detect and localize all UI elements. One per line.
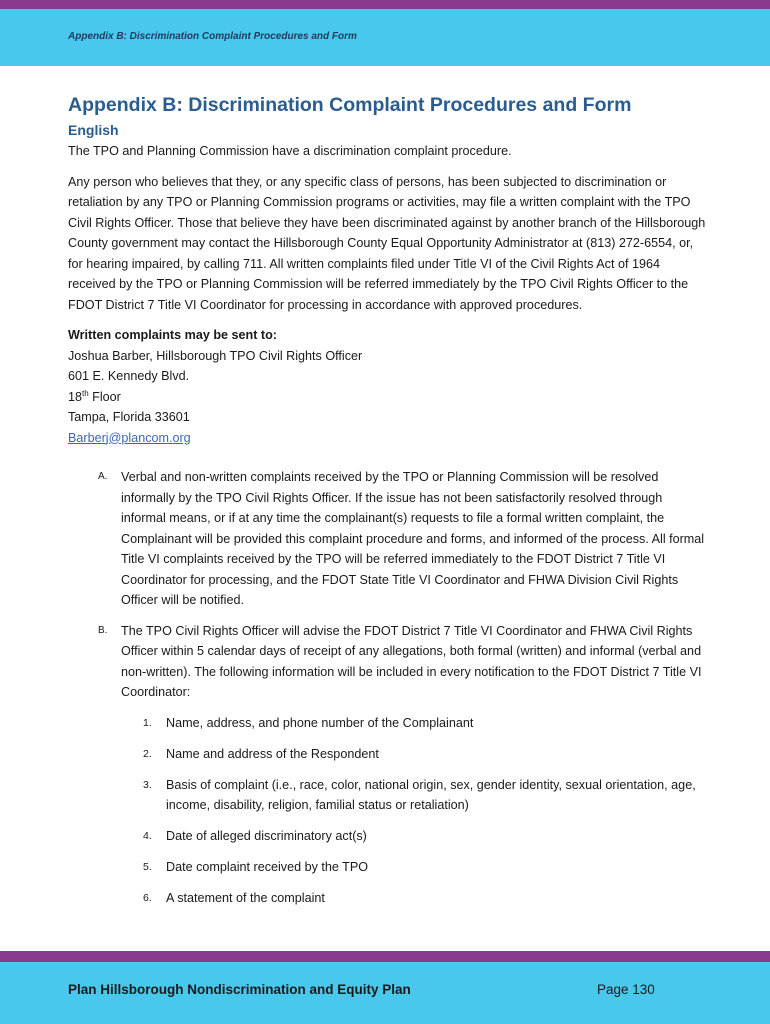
list-marker: A. [98, 471, 108, 482]
list-item [68, 744, 708, 765]
list-item [68, 857, 708, 878]
list-marker: 1. [143, 716, 152, 729]
page-title: Appendix B: Discrimination Complaint Procedures and Form [68, 94, 632, 116]
body-paragraph: Any person who believes that they, or any specific class of persons, has been subjected to discrimination or retaliation by any TPO or Planning Commission programs or activities, may file a written complaint with the TPO Civil Rights Officer. Those that believe they have been discriminated against by another branch of the Hillsborough County government may contact the Hillsborough County Equal Opportunity Administrator at (813) 272-6554, or, for hearing impaired, by calling 711. All written complaints filed under Title VI of the Civil Rights Act of 1964 received by the TPO or Planning Commission will be referred immediately by the TPO Civil Rights Officer to the FDOT District 7 Title VI Coordinator for processing in accordance with approved procedures. [68, 174, 706, 312]
list-marker: 4. [143, 830, 152, 842]
list-marker: B. [98, 624, 108, 636]
list-marker: 5. [143, 861, 152, 873]
list-item-text: Name, address, and phone number of the Complainant [166, 715, 474, 730]
header-accent-bar [0, 0, 770, 9]
mailing-address [68, 346, 708, 449]
list-item [68, 713, 708, 734]
list-item [68, 888, 708, 909]
address-name-line: Joshua Barber, Hillsborough TPO Civil Rights Officer [68, 348, 363, 363]
running-header: Appendix B: Discrimination Complaint Procedures and Form [68, 31, 357, 42]
numbered-list [68, 713, 708, 909]
page-content [68, 92, 708, 909]
list-item [68, 775, 708, 816]
intro-paragraph: The TPO and Planning Commission have a discrimination complaint procedure. [68, 144, 512, 158]
footer-plan-title: Plan Hillsborough Nondiscrimination and Equity Plan [68, 982, 411, 997]
list-marker: 6. [143, 892, 152, 904]
list-item-text: The TPO Civil Rights Officer will advise the FDOT District 7 Title VI Coordinator and FHWA Civil Rights Officer within 5 calendar days of receipt of any allegations, both formal (written) and informal (verbal and non-written). The following information will be included in every notification to the FDOT District 7 Title VI Coordinator: [121, 623, 702, 699]
floor-number: 18 [68, 389, 83, 404]
floor-suffix: th [82, 388, 89, 398]
list-item-text: Date complaint received by the TPO [166, 860, 369, 874]
list-item-text: Basis of complaint (i.e., race, color, national origin, sex, gender identity, sexual orientation, age, income, disability, religion, familial status or retaliation) [166, 777, 696, 812]
list-marker: 3. [143, 778, 152, 791]
address-street-line: 601 E. Kennedy Blvd. [68, 369, 190, 383]
list-item-text: A statement of the complaint [166, 891, 325, 905]
lettered-list [68, 467, 708, 703]
list-marker: 2. [143, 747, 152, 760]
list-item-text: Verbal and non-written complaints received by the TPO or Planning Commission will be resolved informally by the TPO Civil Rights Officer. If the issue has not been satisfactorily resolved through informal means, or if at any time the complainant(s) requests to file a formal written complaint, the Complainant will be provided this complaint procedure and forms, and informed of the process. All formal Title VI complaints received by the TPO will be referred immediately to the FDOT District 7 Title VI Coordinator for processing, and the FDOT State Title VI Coordinator and FHWA Division Civil Rights Officer will be notified. [121, 470, 705, 607]
list-item [68, 621, 708, 703]
page-number: Page 130 [597, 982, 655, 997]
email-link[interactable]: Barberj@plancom.org [68, 430, 191, 445]
sent-to-label: Written complaints may be sent to: [68, 328, 277, 342]
list-item-text: Name and address of the Respondent [166, 746, 379, 761]
footer-accent-bar [0, 951, 770, 962]
list-item-text: Date of alleged discriminatory act(s) [166, 829, 367, 843]
floor-word: Floor [88, 389, 121, 404]
address-city-line: Tampa, Florida 33601 [68, 410, 190, 424]
list-item [68, 467, 708, 611]
list-item [68, 826, 708, 847]
section-subtitle: English [68, 122, 119, 138]
address-floor-line [68, 387, 708, 408]
